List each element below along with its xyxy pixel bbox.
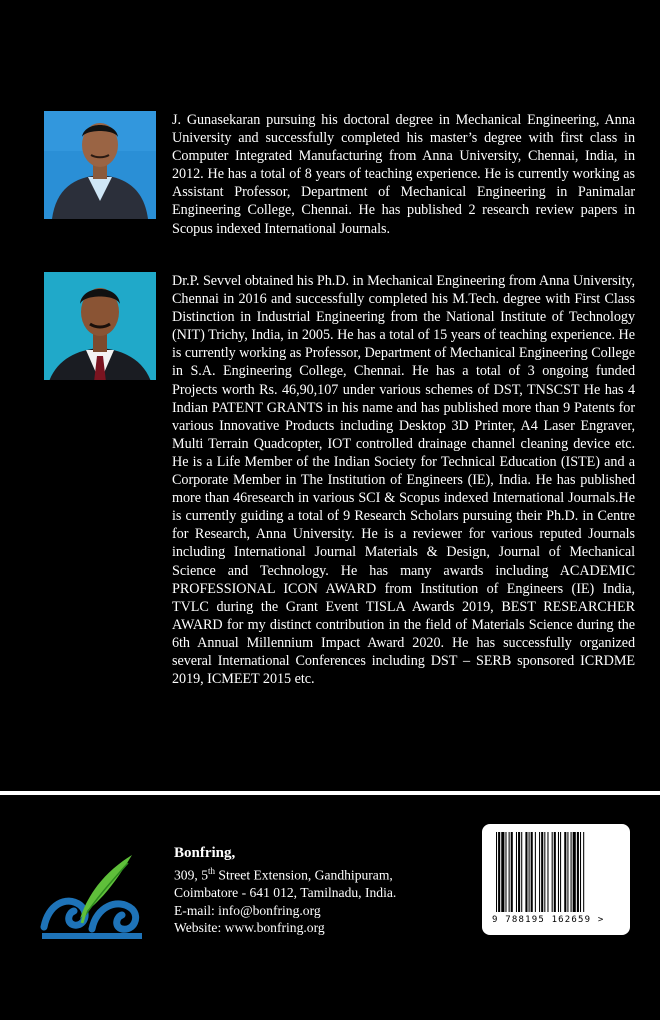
city-line: Coimbatore - 641 012, Tamilnadu, India.: [174, 885, 397, 901]
website-line: Website: www.bonfring.org: [174, 920, 325, 936]
isbn-barcode: [482, 824, 630, 935]
address-line: 309, 5th Street Extension, Gandhipuram,: [174, 866, 393, 883]
publisher-name: Bonfring,: [174, 845, 236, 861]
isbn-number: 9 788195 162659 >: [492, 915, 605, 925]
email-line: E-mail: info@bonfring.org: [174, 902, 321, 918]
bonfring-logo-icon: [40, 849, 144, 939]
author-bio-text: J. Gunasekaran pursuing his doctoral degree in Mechanical Engineering, Anna University and successfully completed his master’s degree with first class in Computer Integrated Manufacturing from Anna University, Chennai, India, in 2012. He has a total of 8 years of teaching experience. He is currently working as Assistant Professor, Department of Mechanical Engineering in Panimalar Engineering College, Chennai. He has published 2 research review papers in Scopus indexed International Journals.: [172, 112, 635, 237]
publisher-address: [174, 843, 396, 937]
author-photo-gunasekaran: [44, 111, 156, 219]
author-photo-sevvel: [44, 272, 156, 380]
author-bio-text: Dr.P. Sevvel obtained his Ph.D. in Mechanical Engineering from Anna University, Chennai in 2016 and successfully completed his M.Tech. degree with First Class Distinction in Industrial Engineering from the National Institute of Technology (NIT) Trichy, India, in 2005. He has a total of 15 years of teaching experience. He is currently working as Professor, Department of Mechanical Engineering College in S.A. Engineering College, Chennai. He has a total of 3 ongoing funded Projects worth Rs. 46,90,107 under various schemes of DST, TNSCST He has 4 Indian PATENT GRANTS in his name and has published more than 9 Patents for various Innovative Products including Desktop 3D Printer, A4 Laser Engraver, Multi Terrain Quadcopter, IOT controlled drainage channel cleaning device etc. He is a Life Member of the Indian Society for Technical Education (ISTE) and a Corporate Member in The Institution of Engineers (IE), India. He has published more than 46research in various SCI & Scopus indexed International Journals.He is currently guiding a total of 9 Research Scholars pursuing their Ph.D. in Centre for Research, Anna University. He is a reviewer for various reputed Journals including International Journal Materials & Design, Journal of Mechanical Science and Technology. He has many awards including ACADEMIC PROFESSIONAL ICON AWARD from Institution of Engineers (IE) India, TVLC during the Grant Event TISLA Awards 2019, BEST RESEARCHER AWARD for my distinct contribution in the field of Materials Science during the 6th Annual Millennium Impact Award 2020. He has successfully organized several International Conferences including DST – SERB sponsored ICRDME 2019, ICMEET 2015 etc.: [172, 273, 635, 688]
divider-rule: [0, 791, 660, 795]
publisher-block: [40, 843, 440, 943]
